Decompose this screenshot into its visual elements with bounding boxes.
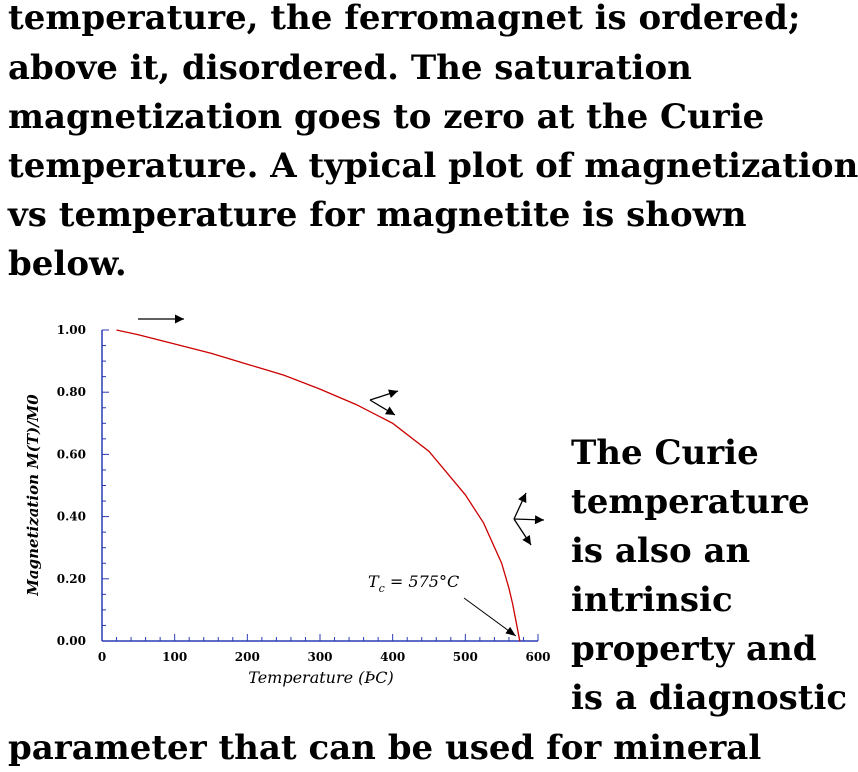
side-text-line-5: property and xyxy=(571,629,817,669)
arrow-head xyxy=(522,535,531,545)
body-text-line-3: magnetization goes to zero at the Curie xyxy=(8,97,765,137)
body-text-bottom-line: parameter that can be used for mineral xyxy=(8,728,762,768)
x-tick-label: 400 xyxy=(380,650,406,664)
body-text-line-1: temperature, the ferromagnet is ordered; xyxy=(8,0,801,38)
x-tick-label: 0 xyxy=(97,650,107,664)
x-tick-label: 500 xyxy=(452,650,478,664)
body-text-line-4: temperature. A typical plot of magnetization xyxy=(8,146,858,186)
x-tick-label: 600 xyxy=(525,650,551,664)
side-text-line-2: temperature xyxy=(571,482,810,522)
x-tick-label: 200 xyxy=(234,650,260,664)
arrow-head xyxy=(388,389,398,398)
chart-axes xyxy=(102,330,538,641)
magnetization-curve xyxy=(117,330,520,641)
y-tick-label: 0.60 xyxy=(56,447,86,462)
chart-decoration-arrows xyxy=(138,315,544,546)
arrow-head xyxy=(385,407,395,415)
arrow-head xyxy=(535,515,544,524)
body-text-line-2: above it, disordered. The saturation xyxy=(8,48,692,88)
y-axis-title: Magnetization M(T)/M0 xyxy=(24,394,42,596)
y-tick-label: 0.20 xyxy=(56,571,86,586)
curie-temperature-label: $T_c = 575^\circ C$ xyxy=(368,572,460,595)
chart-annotation xyxy=(368,572,516,636)
chart-ticks xyxy=(57,323,551,664)
chart-series xyxy=(117,330,520,641)
side-text-line-4: intrinsic xyxy=(571,580,733,620)
magnetization-chart xyxy=(0,305,560,700)
y-tick-label: 0.80 xyxy=(56,385,86,400)
y-tick-label: 0.40 xyxy=(56,509,86,524)
y-tick-label: 0.00 xyxy=(56,634,86,648)
chart-svg xyxy=(0,305,560,700)
body-text-line-5: vs temperature for magnetite is shown xyxy=(8,195,747,235)
side-text-line-3: is also an xyxy=(571,531,751,571)
side-text-line-6: is a diagnostic xyxy=(571,678,848,718)
annotation-arrow-head xyxy=(505,627,515,636)
x-tick-label: 300 xyxy=(307,650,333,664)
x-tick-label: 100 xyxy=(162,650,188,664)
y-tick-label: 1.00 xyxy=(56,323,86,337)
arrow-head xyxy=(175,315,184,324)
x-axis-title: Temperature (ÞC) xyxy=(248,668,394,687)
body-text-line-6: below. xyxy=(8,244,127,284)
side-text-line-1: The Curie xyxy=(571,433,759,473)
